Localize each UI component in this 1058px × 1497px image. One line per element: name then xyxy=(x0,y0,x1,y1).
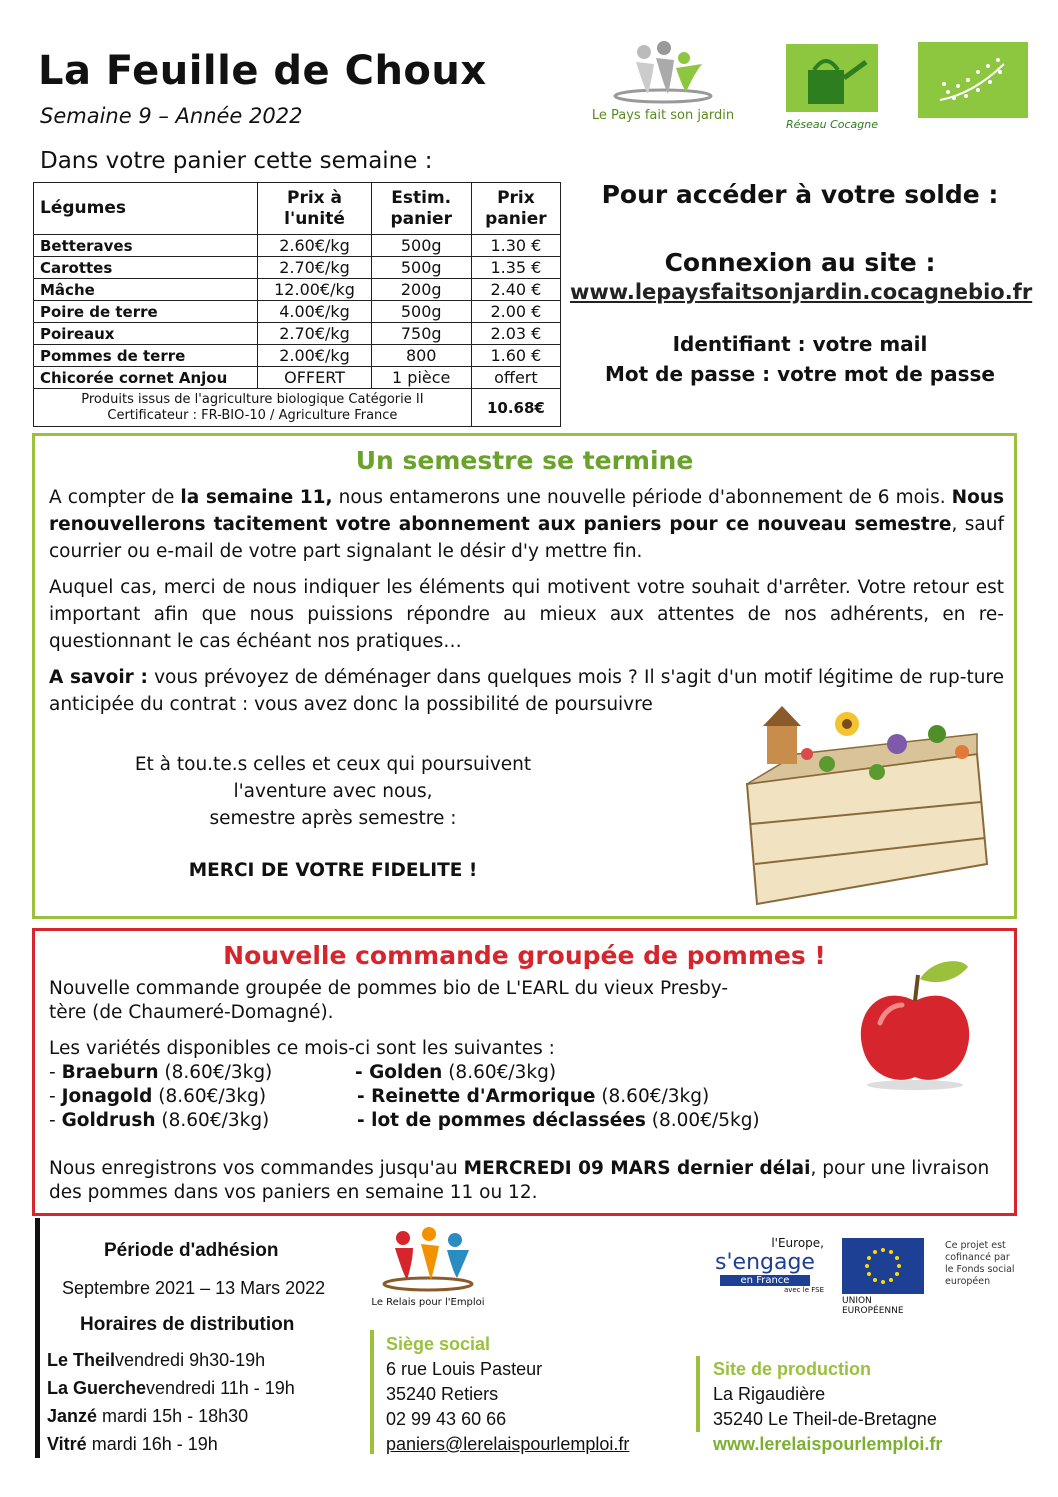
certification-note xyxy=(34,389,472,427)
unit-price: 2.70€/kg xyxy=(258,257,371,279)
semester-title: Un semestre se termine xyxy=(355,446,694,475)
distribution-hour-item: Le Theilvendredi 9h30-19h xyxy=(47,1350,266,1370)
apple-order-box xyxy=(32,928,1017,1216)
distribution-hour-item: Vitré mardi 16h - 19h xyxy=(47,1434,218,1454)
unit-price: 4.00€/kg xyxy=(258,301,371,323)
eu-organic-logo xyxy=(918,42,1028,118)
apple-order-intro: Nouvelle commande groupée de pommes bio de L'EARL du vieux Presby-tère (de Chaumeré-Domagné). xyxy=(49,978,729,1023)
fse-cofunding-note: Ce projet est cofinancé par le Fonds social européen xyxy=(945,1240,1015,1287)
production-website-link[interactable]: www.lerelaispourlemploi.fr xyxy=(713,1434,943,1454)
basket-table xyxy=(33,182,561,427)
basket-price: 1.30 € xyxy=(471,235,560,257)
head-office-phone: 02 99 43 60 66 xyxy=(386,1409,507,1429)
table-row xyxy=(34,323,561,345)
variety-item: - Braeburn (8.60€/3kg) xyxy=(49,1062,273,1083)
basket-price: 1.60 € xyxy=(471,345,560,367)
production-accent-bar xyxy=(696,1356,700,1432)
product-name: Poire de terre xyxy=(34,301,258,323)
quantity: 500g xyxy=(371,301,471,323)
eu-stars-icon xyxy=(842,1238,924,1294)
quantity: 750g xyxy=(371,323,471,345)
distribution-hours-title: Horaires de distribution xyxy=(80,1314,295,1335)
apple-icon xyxy=(850,953,980,1093)
eu-organic-leaf-icon xyxy=(918,42,1028,118)
head-office-city: 35240 Retiers xyxy=(386,1384,499,1404)
pays-logo-caption: Le Pays fait son jardin xyxy=(591,108,735,123)
table-row xyxy=(34,301,561,323)
varieties-intro: Les variétés disponibles ce mois-ci sont les suivantes : xyxy=(49,1038,555,1059)
product-name: Pommes de terre xyxy=(34,345,258,367)
production-site-address xyxy=(713,1357,942,1457)
unit-price: 2.60€/kg xyxy=(258,235,371,257)
head-office-title: Siège social xyxy=(386,1334,491,1354)
europe-logo-line-2: s'engage xyxy=(715,1250,815,1275)
production-site-title: Site de production xyxy=(713,1359,872,1379)
header-estimated-basket: Estim. panier xyxy=(371,183,471,235)
europe-logo-line-3: en France xyxy=(720,1275,810,1286)
site-url-link[interactable]: www.lepaysfaitsonjardin.cocagnebio.fr xyxy=(570,280,1033,304)
relais-figures-icon xyxy=(373,1224,483,1294)
variety-item: - Reinette d'Armorique (8.60€/3kg) xyxy=(357,1086,710,1107)
basket-price: 2.40 € xyxy=(471,279,560,301)
order-deadline: Nous enregistrons vos commandes jusqu'au MERCREDI 09 MARS dernier délai, pour une livraison des pommes dans vos paniers en semaine 11 ou 12. xyxy=(49,1158,990,1203)
quantity: 800 xyxy=(371,345,471,367)
basket-price: 2.00 € xyxy=(471,301,560,323)
head-office-street: 6 rue Louis Pasteur xyxy=(386,1359,543,1379)
pays-fait-son-jardin-logo xyxy=(578,38,748,138)
password-info: Mot de passe : votre mot de passe xyxy=(605,362,995,386)
thanks-line-2: l'aventure avec nous, xyxy=(233,781,433,802)
product-name: Mâche xyxy=(34,279,258,301)
europe-logo-line-4: avec le FSE xyxy=(783,1286,824,1294)
product-name: Chicorée cornet Anjou xyxy=(34,367,258,389)
people-figures-icon xyxy=(578,38,748,108)
variety-item: - Golden (8.60€/3kg) xyxy=(355,1062,557,1083)
table-row xyxy=(34,235,561,257)
unit-price: OFFERT xyxy=(258,367,371,389)
thanks-fidelity: MERCI DE VOTRE FIDELITE ! xyxy=(188,860,478,881)
site-login-heading: Connexion au site : xyxy=(664,248,936,277)
head-office-address xyxy=(386,1332,629,1457)
apple-order-title: Nouvelle commande groupée de pommes ! xyxy=(223,941,826,970)
variety-item: - Goldrush (8.60€/3kg) xyxy=(49,1110,270,1131)
product-name: Betteraves xyxy=(34,235,258,257)
quantity: 1 pièce xyxy=(371,367,471,389)
product-name: Poireaux xyxy=(34,323,258,345)
header-basket-price: Prix panier xyxy=(471,183,560,235)
footer-divider xyxy=(35,1218,40,1458)
eu-flag-icon xyxy=(842,1238,924,1294)
reseau-cocagne-logo xyxy=(780,42,884,138)
relais-logo-caption: Le Relais pour l'Emploi xyxy=(371,1297,485,1308)
thanks-line-1: Et à tou.te.s celles et ceux qui poursuivent xyxy=(134,754,532,775)
balance-access-heading: Pour accéder à votre solde : xyxy=(601,180,999,209)
login-id-info: Identifiant : votre mail xyxy=(672,332,928,356)
issue-subtitle: Semaine 9 – Année 2022 xyxy=(40,104,303,128)
production-site-place: La Rigaudière xyxy=(713,1384,826,1404)
production-site-city: 35240 Le Theil-de-Bretagne xyxy=(713,1409,937,1429)
eu-label: UNION EUROPÉENNE xyxy=(842,1296,904,1316)
table-row xyxy=(34,367,561,389)
certification-line-1: Produits issus de l'agriculture biologique Catégorie II xyxy=(81,391,424,407)
membership-period-title: Période d'adhésion xyxy=(104,1240,279,1261)
table-row xyxy=(34,279,561,301)
certification-line-2: Certificateur : FR-BIO-10 / Agriculture France xyxy=(107,407,398,423)
distribution-hour-item: La Guerchevendredi 11h - 19h xyxy=(47,1378,295,1398)
distribution-hour-item: Janzé mardi 15h - 18h30 xyxy=(47,1406,249,1426)
siege-accent-bar xyxy=(370,1330,374,1454)
garden-crate-illustration xyxy=(737,694,992,912)
head-office-email-link[interactable]: paniers@lerelaispourlemploi.fr xyxy=(386,1434,630,1454)
unit-price: 2.00€/kg xyxy=(258,345,371,367)
basket-price: 2.03 € xyxy=(471,323,560,345)
unit-price: 2.70€/kg xyxy=(258,323,371,345)
product-name: Carottes xyxy=(34,257,258,279)
quantity: 500g xyxy=(371,235,471,257)
membership-period: Septembre 2021 – 13 Mars 2022 xyxy=(62,1278,326,1298)
table-row xyxy=(34,257,561,279)
unit-price: 12.00€/kg xyxy=(258,279,371,301)
semester-paragraph-1: A compter de la semaine 11, nous entamerons une nouvelle période d'abonnement de 6 mois. Nous renouvellerons tacitement votre abonnement aux paniers pour ce nouveau semestre, sauf courrier ou e-mail de votre part signalant le désir d'y mettre fin. xyxy=(49,487,1005,562)
semester-notice-box xyxy=(32,433,1017,919)
basket-price: offert xyxy=(471,367,560,389)
table-footer-row xyxy=(34,389,561,427)
header-unit-price: Prix à l'unité xyxy=(258,183,371,235)
thanks-line-3: semestre après semestre : xyxy=(209,808,457,829)
europe-engage-logo xyxy=(706,1236,824,1308)
page-title: La Feuille de Choux xyxy=(38,48,487,94)
quantity: 500g xyxy=(371,257,471,279)
europe-logo-line-1: l'Europe, xyxy=(771,1236,824,1250)
basket-price: 1.35 € xyxy=(471,257,560,279)
variety-item: - Jonagold (8.60€/3kg) xyxy=(49,1086,267,1107)
basket-heading: Dans votre panier cette semaine : xyxy=(40,148,433,174)
semester-paragraph-3: A savoir : vous prévoyez de déménager dans quelques mois ? Il s'agit d'un motif légitime de rup-ture anticipée du contrat : vous avez donc la possibilité de poursuivre xyxy=(49,667,1005,715)
basket-total: 10.68€ xyxy=(471,389,560,427)
quantity: 200g xyxy=(371,279,471,301)
cocagne-logo-caption: Réseau Cocagne xyxy=(785,118,879,131)
watering-can-icon xyxy=(784,42,880,114)
header-vegetables: Légumes xyxy=(34,183,258,235)
semester-paragraph-2: Auquel cas, merci de nous indiquer les éléments qui motivent votre souhait d'arrêter. Votre retour est important afin que nous puissions répondre au mieux aux attentes de nos adhérents, en re-questionnant le cas échéant nos pratiques… xyxy=(49,577,1004,652)
variety-item: - lot de pommes déclassées (8.00€/5kg) xyxy=(357,1110,760,1131)
table-row xyxy=(34,345,561,367)
relais-pour-emploi-logo xyxy=(368,1224,488,1316)
